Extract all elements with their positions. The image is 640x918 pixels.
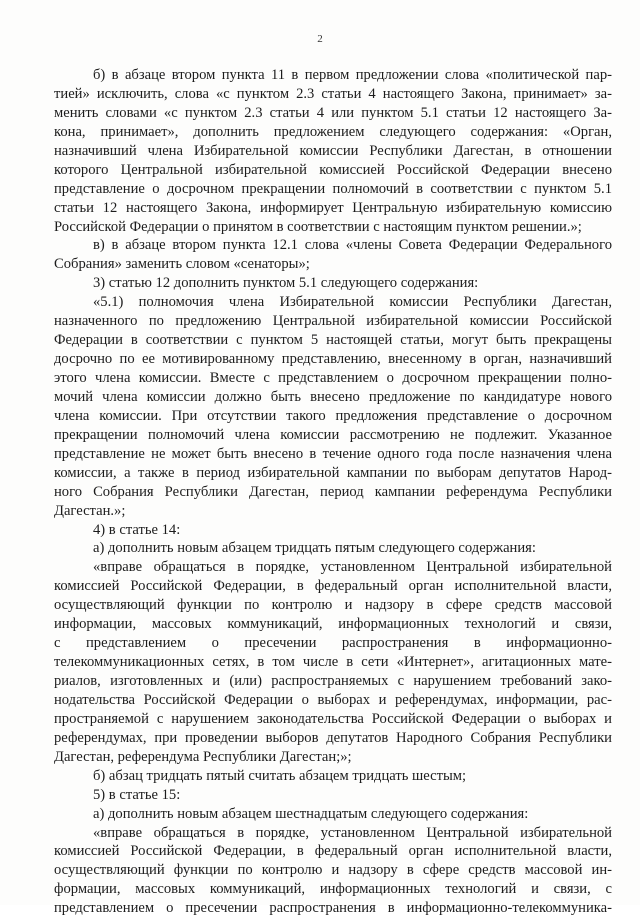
text-line: которого Центральной избирательной комиссией Российской Федерации внесено <box>54 161 612 178</box>
text-line: осуществляющий функции по контролю и надзору в сфере средств массовой <box>54 597 612 614</box>
text-line: телекоммуникационных сетях, в том числе в сети «Интернет», агитационных мате- <box>54 654 612 671</box>
text-line: прекращении полномочий члена комиссии рассмотрению не подлежит. Указанное <box>54 426 612 443</box>
text-line: формации, массовых коммуникаций, информационных технологий и связи, с <box>54 881 612 898</box>
text-line: б) абзац тридцать пятый считать абзацем тридцать шестым; <box>93 767 467 784</box>
text-line: ного Собрания Республики Дагестан, период кампании референдума Республики <box>54 483 612 500</box>
text-line: Дагестан.»; <box>54 502 126 519</box>
text-line: 4) в статье 14: <box>93 521 181 538</box>
text-line: этого члена комиссии. Вместе с представлением о досрочном прекращении полно- <box>54 370 612 386</box>
text-line: информации, массовых коммуникаций, информационных технологий и связи, <box>54 616 612 633</box>
text-line: назначивший члена Избирательной комиссии Республики Дагестан, в отношении <box>54 142 612 159</box>
text-line: осуществляющий функции по контролю и надзору в сфере средств массовой ин- <box>54 862 612 879</box>
text-line: комиссией Российской Федерации, в федеральный орган исполнительной власти, <box>54 578 612 595</box>
text-line: «вправе обращаться в порядке, установленном Центральной избирательной <box>93 559 612 576</box>
text-line: комиссией Российской Федерации, в федеральный орган исполнительной власти, <box>54 843 612 860</box>
text-line: представление не может быть внесено в течение одного года после назначения члена <box>54 445 612 462</box>
text-line: досрочно по ее мотивированному представлению, внесенному в орган, назначивший <box>54 351 612 368</box>
text-line: Дагестан, референдума Республики Дагестан;»; <box>54 748 352 765</box>
text-line: назначенного по предложению Центральной избирательной комиссии Российской <box>54 313 612 330</box>
text-line: «вправе обращаться в порядке, установленном Центральной избирательной <box>93 824 612 841</box>
text-line: риалов, изготовленных и (или) распространяемых с нарушением требований зако- <box>54 673 612 689</box>
text-line: пространяемой с нарушением законодательства Российской Федерации о выборах и <box>54 710 612 727</box>
text-line: а) дополнить новым абзацем тридцать пятым следующего содержания: <box>93 540 536 557</box>
page-number: 2 <box>317 33 323 45</box>
text-line: представлением о пресечении распространения в информационно-телекоммуника- <box>54 900 612 917</box>
text-line: в) в абзаце втором пункта 12.1 слова «члены Совета Федерации Федерального <box>93 237 612 254</box>
text-line: комиссии, а также в период избирательной кампании по выборам депутатов Народ- <box>54 464 612 481</box>
text-line: а) дополнить новым абзацем шестнадцатым следующего содержания: <box>93 805 529 822</box>
text-line: Российской Федерации о принятом в соответствии с настоящим пунктом решении.»; <box>54 218 582 235</box>
text-line: «5.1) полномочия члена Избирательной комиссии Республики Дагестан, <box>93 294 612 311</box>
text-line: б) в абзаце втором пункта 11 в первом предложении слова «политической пар- <box>93 67 612 83</box>
text-line: статьи 12 настоящего Закона, информирует Центральную избирательную комиссию <box>54 199 612 216</box>
document-body <box>54 66 612 918</box>
text-line: 3) статью 12 дополнить пунктом 5.1 следующего содержания: <box>93 275 479 292</box>
text-line: кона, принимает», дополнить предложением следующего содержания: «Орган, <box>54 123 612 140</box>
text-line: Собрания» заменить словом «сенаторы»; <box>54 256 310 273</box>
text-line: референдумах, при проведении выборов депутатов Народного Собрания Республики <box>54 729 612 746</box>
text-line: нодательства Российской Федерации о выборах и референдумах, информации, рас- <box>54 691 612 708</box>
text-line: 5) в статье 15: <box>93 786 181 803</box>
text-line: представление о досрочном прекращении полномочий в соответствии с пунктом 5.1 <box>54 180 612 197</box>
text-line: члена комиссии. При отсутствии такого предложения представление о досрочном <box>54 407 612 424</box>
text-line: Федерации в соответствии с пунктом 5 настоящей статьи, могут быть прекращены <box>54 332 612 349</box>
text-line: тией» исключить, слова «с пунктом 2.3 статьи 4 настоящего Закона, принимает» за- <box>54 85 612 102</box>
text-line: мочий члена комиссии должно быть внесено предложение по кандидатуре нового <box>54 388 612 405</box>
text-line: менить словами «с пунктом 2.3 статьи 4 или пунктом 5.1 статьи 12 настоящего За- <box>54 104 612 121</box>
text-line: с представлением о пресечении распространения в информационно- <box>54 635 612 652</box>
